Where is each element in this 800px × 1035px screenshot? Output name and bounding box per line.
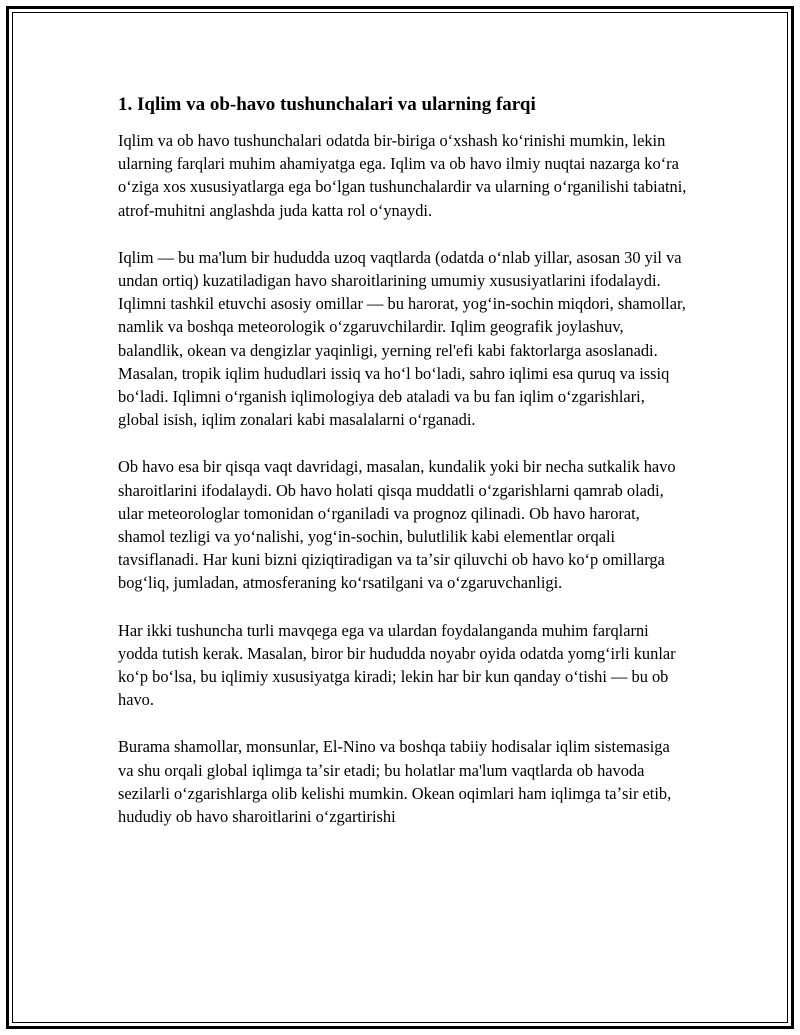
paragraph-climate: Iqlim — bu ma'lum bir hududda uzoq vaqtlarda (odatda oʻnlab yillar, asosan 30 yil va undan ortiq) kuzatiladigan havo sharoitlarining umumiy xususiyatlarini ifodalaydi. Iqlimni tashkil etuvchi asosiy omillar — bu harorat, yogʻin-sochin miqdori, shamollar, namlik va boshqa meteorologik oʻzgaruvchilardir. Iqlim geografik joylashuv, balandlik, okean va dengizlar yaqinligi, yerning rel'efi kabi faktorlarga asoslanadi. Masalan, tropik iqlim hududlari issiq va hoʻl boʻladi, sahro iqlimi esa quruq va issiq boʻladi. Iqlimni oʻrganish iqlimologiya deb ataladi va bu fan iqlim oʻzgarishlari, global isish, iqlim zonalari kabi masalalarni oʻrganadi.	[118, 247, 686, 430]
paragraph-difference: Har ikki tushuncha turli mavqega ega va ulardan foydalanganda muhim farqlarni yodda tutish kerak. Masalan, biror bir hududda noyabr oyida odatda yomgʻirli kunlar koʻp boʻlsa, bu iqlimiy xususiyatga kiradi; lekin har bir kun qanday oʻtishi — bu ob havo.	[118, 620, 676, 710]
paragraph-intro: Iqlim va ob havo tushunchalari odatda bir-biriga oʻxshash koʻrinishi mumkin, lekin ularning farqlari muhim ahamiyatga ega. Iqlim va ob havo ilmiy nuqtai nazarga koʻra oʻziga xos xususiyatlarga ega boʻlgan tushunchalardir va ularning oʻrganilishi tabiatni, atrof-muhitni anglashda juda katta rol oʻynaydi.	[118, 131, 687, 220]
paragraph-weather: Ob havo esa bir qisqa vaqt davridagi, masalan, kundalik yoki bir necha sutkalik havo sharoitlarini ifodalaydi. Ob havo holati qisqa muddatli oʻzgarishlarni qamrab oladi, ular meteorologlar tomonidan oʻrganiladi va prognoz qilinadi. Ob havo harorat, shamol tezligi va yoʻnalishi, yogʻin-sochin, bulutlilik kabi elementlar orqali tavsiflanadi. Har kuni bizni qiziqtiradigan va taʼsir qiluvchi ob havo koʻp omillarga bogʻliq, jumladan, atmosferaning koʻrsatilgani va oʻzgaruvchanligi.	[118, 457, 676, 593]
section-heading: 1. Iqlim va ob-havo tushunchalari va ularning farqi	[118, 94, 536, 115]
document-body	[118, 92, 688, 852]
paragraph-phenomena: Burama shamollar, monsunlar, El-Nino va boshqa tabiiy hodisalar iqlim sistemasiga va shu orqali global iqlimga taʼsir etadi; bu holatlar ma'lum vaqtlarda ob havoda sezilarli oʻzgarishlarga olib kelishi mumkin. Okean oqimlari ham iqlimga taʼsir etib, hududiy ob havo sharoitlarini oʻzgartirishi	[118, 737, 672, 827]
